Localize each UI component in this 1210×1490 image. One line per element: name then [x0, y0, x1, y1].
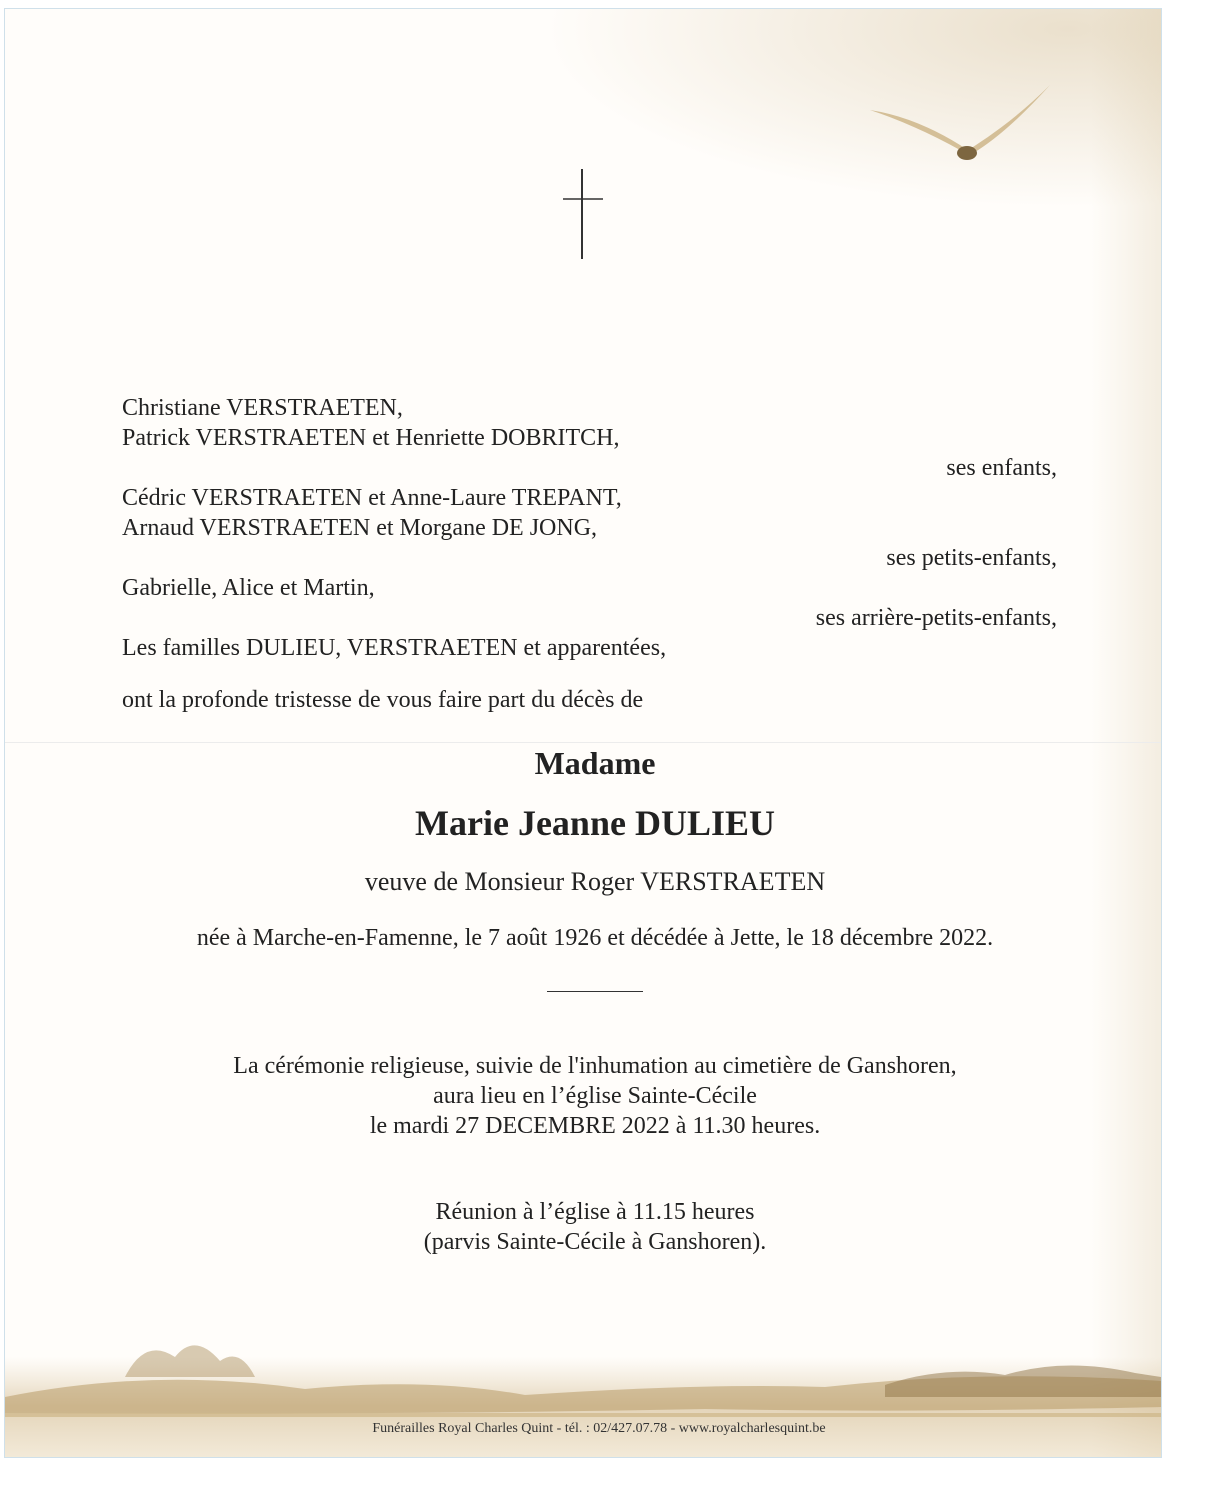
cross-icon [561, 167, 607, 261]
grandchildren-label: ses petits-enfants, [886, 545, 1057, 571]
card-frame [4, 8, 1162, 1458]
deceased-name: Marie Jeanne DULIEU [415, 803, 775, 843]
birth-death-line: née à Marche-en-Famenne, le 7 août 1926 et décédée à Jette, le 18 décembre 2022. [196, 925, 994, 951]
family-line-2: Patrick VERSTRAETEN et Henriette DOBRITCH, [122, 425, 620, 451]
family-line-1: Christiane VERSTRAETEN, [122, 395, 403, 421]
family-line-6: Les familles DULIEU, VERSTRAETEN et apparentées, [122, 635, 667, 661]
family-line-4: Arnaud VERSTRAETEN et Morgane DE JONG, [122, 515, 598, 541]
meeting-line-2: (parvis Sainte-Cécile à Ganshoren). [423, 1229, 767, 1255]
meeting-line-1: Réunion à l’église à 11.15 heures [435, 1199, 755, 1225]
ceremony-line-2: aura lieu en l’église Sainte-Cécile [433, 1083, 757, 1109]
announcement: ont la profonde tristesse de vous faire part du décès de [122, 687, 644, 713]
footer-credit: Funérailles Royal Charles Quint - tél. : 02/427.07.78 - www.royalcharlesquint.be [372, 1421, 826, 1436]
family-line-3: Cédric VERSTRAETEN et Anne-Laure TREPANT, [122, 485, 622, 511]
children-label: ses enfants, [946, 455, 1057, 481]
ceremony-line-3: le mardi 27 DECEMBRE 2022 à 11.30 heures. [369, 1113, 821, 1139]
separator-rule [547, 991, 643, 992]
widow-line: veuve de Monsieur Roger VERSTRAETEN [364, 867, 826, 896]
bird-icon [865, 75, 1065, 175]
family-line-5: Gabrielle, Alice et Martin, [122, 575, 375, 601]
deceased-title: Madame [534, 745, 656, 781]
sky-wash [541, 9, 1161, 209]
ceremony-line-1: La cérémonie religieuse, suivie de l'inhumation au cimetière de Ganshoren, [233, 1053, 957, 1079]
greatgrandchildren-label: ses arrière-petits-enfants, [815, 605, 1057, 631]
